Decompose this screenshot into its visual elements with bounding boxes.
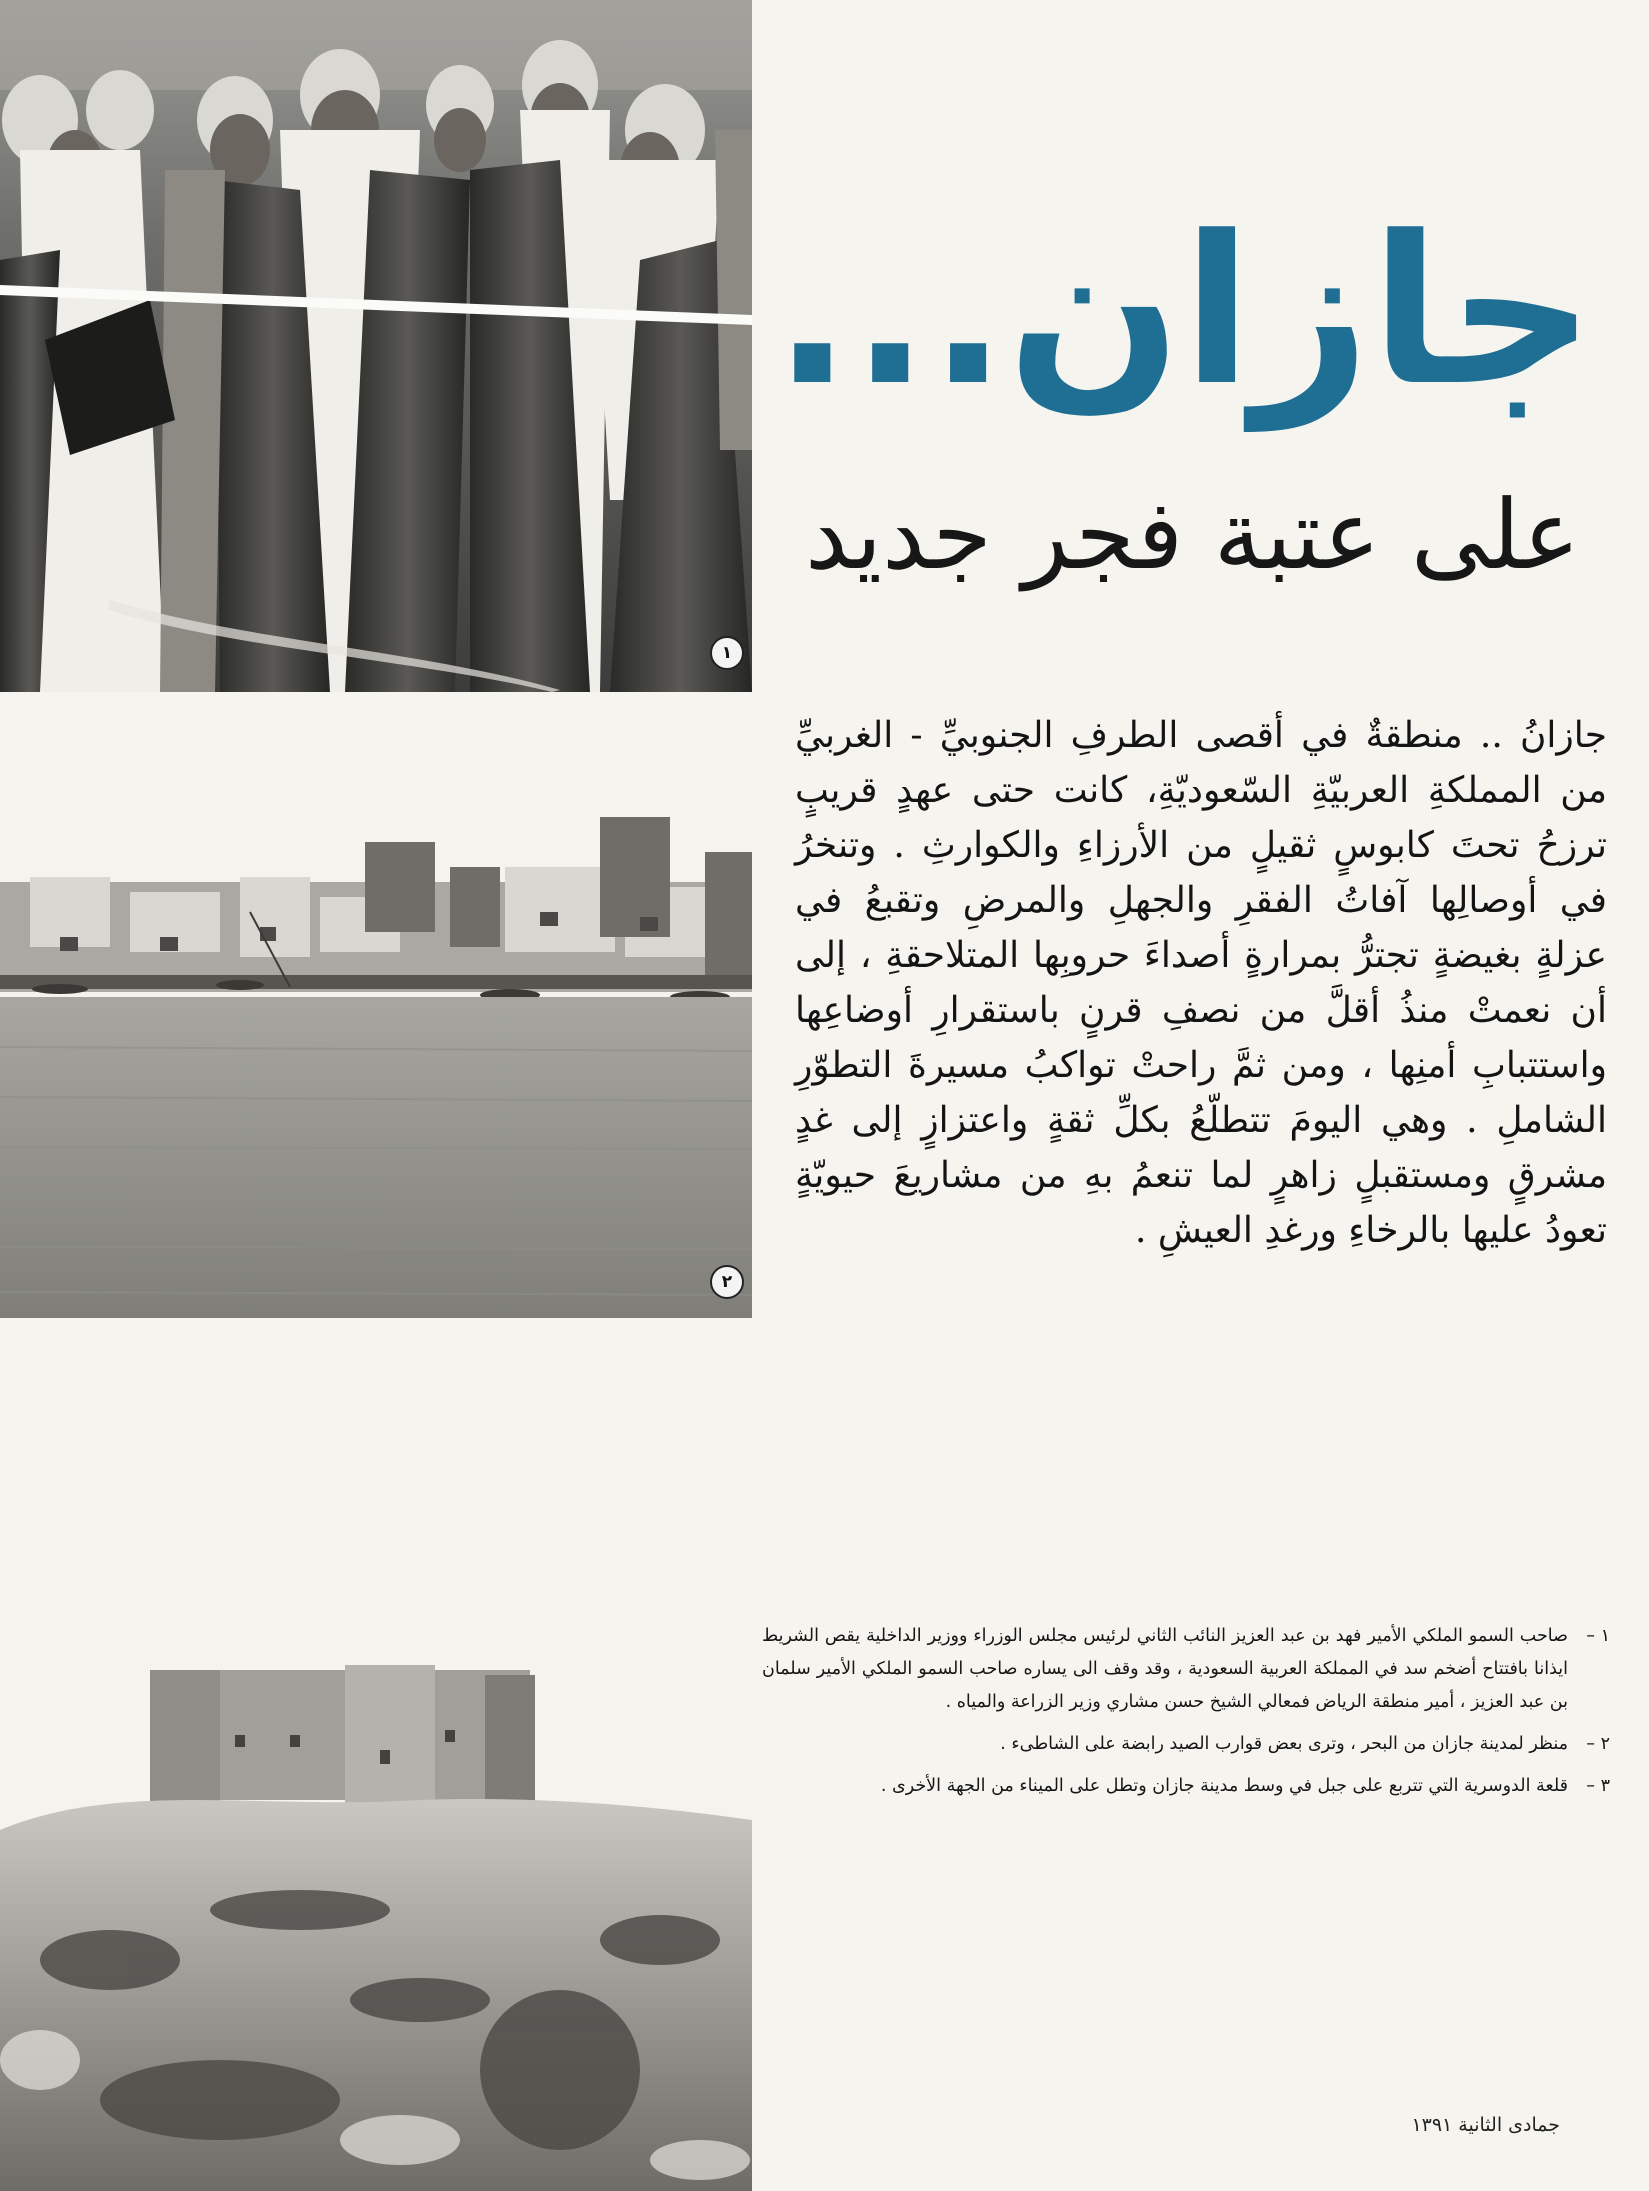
photo-fortress [0, 1640, 752, 2191]
intro-paragraph: جازانُ .. منطقةٌ في أقصى الطرفِ الجنوبيِّ - الغربيِّ من المملكةِ العربيّةِ السّعوديّةِ، كانت حتى عهدٍ قريبٍ ترزحُ تحتَ كابوسٍ ثقيلٍ من الأرزاءِ والكوارثِ . وتنخرُ في أوصالِها آفاتُ الفقرِ والجهلِ والمرضِ وتقبعُ في عزلةٍ بغيضةٍ تجترُّ بمرارةٍ أصداءَ حروبِها المتلاحقةِ ، إلى أن نعمتْ منذُ أقلَّ من نصفِ قرنٍ باستقرارِ أوضاعِها واستتبابِ أمنِها ، ومن ثمَّ راحتْ تواكبُ مسيرةَ التطوّرِ الشاملِ . وهي اليومَ تتطلّعُ بكلِّ ثقةٍ واعتزازٍ إلى غدٍ مشرقٍ ومستقبلٍ زاهرٍ لما تنعمُ بهِ من مشاريعَ حيويّةٍ تعودُ عليها بالرخاءِ ورغدِ العيشِ . [795, 715, 1607, 1251]
caption-number: ٢ – [1586, 1734, 1610, 1754]
photo-captions [762, 1620, 1610, 1812]
ribbon-cutting-image [0, 0, 752, 692]
photo-ribbon-cutting [0, 0, 752, 692]
photo-number-badge: ٢ [710, 1265, 744, 1299]
issue-date: جمادى الثانية ١٣٩١ [1411, 2114, 1560, 2136]
caption-number: ٣ – [1586, 1776, 1610, 1796]
page-title: جازان... [773, 193, 1595, 431]
fortress-image [0, 1640, 752, 2191]
caption-number: ١ – [1586, 1626, 1610, 1646]
caption-item [762, 1620, 1610, 1719]
harbour-image [0, 717, 752, 1318]
caption-text: منظر لمدينة جازان من البحر ، وترى بعض قوارب الصيد رابضة على الشاطىء . [1000, 1734, 1568, 1754]
photo-harbour [0, 717, 752, 1318]
photo-number-badge: ١ [710, 636, 744, 670]
caption-item [762, 1770, 1610, 1803]
caption-text: قلعة الدوسرية التي تتربع على جبل في وسط مدينة جازان وتطل على الميناء من الجهة الأخرى . [880, 1776, 1568, 1796]
caption-item [762, 1728, 1610, 1761]
caption-text: صاحب السمو الملكي الأمير فهد بن عبد العزيز النائب الثاني لرئيس مجلس الوزراء ووزير الداخلية يقص الشريط ايذانا بافتتاح أضخم سد في المملكة العربية السعودية ، وقد وقف الى يساره صاحب السمو الملكي الأمير سلمان بن عبد العزيز ، أمير منطقة الرياض فمعالي الشيخ حسن مشاري وزير الزراعة والمياه . [762, 1626, 1568, 1712]
page-subtitle: على عتبة فجر جديد [805, 479, 1580, 591]
